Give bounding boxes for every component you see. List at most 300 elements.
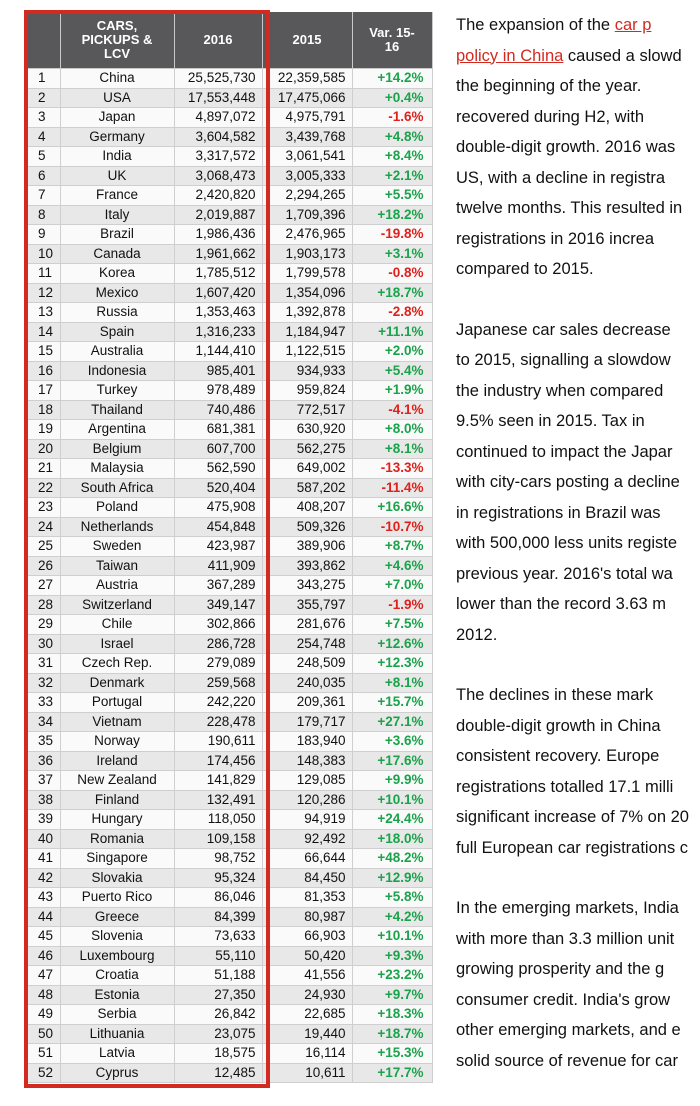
country-cell: Korea — [60, 264, 174, 284]
value-2016-cell: 279,089 — [174, 654, 262, 674]
value-2016-cell: 4,897,072 — [174, 108, 262, 128]
country-cell: Turkey — [60, 381, 174, 401]
rank-cell: 5 — [28, 147, 60, 167]
rank-cell: 14 — [28, 322, 60, 342]
variation-cell: +18.0% — [352, 829, 432, 849]
article-line: the industry when compared — [456, 381, 664, 400]
variation-cell: -1.6% — [352, 108, 432, 128]
rank-cell: 9 — [28, 225, 60, 245]
rank-cell: 51 — [28, 1044, 60, 1064]
value-2015-cell: 355,797 — [262, 595, 352, 615]
article-line: to 2015, signalling a slowdow — [456, 351, 671, 369]
country-cell: South Africa — [60, 478, 174, 498]
article-line: The declines in these mark — [456, 686, 654, 704]
table-row — [28, 537, 432, 557]
value-2015-cell: 94,919 — [262, 810, 352, 830]
table-row — [28, 985, 432, 1005]
country-cell: Italy — [60, 205, 174, 225]
country-cell: Taiwan — [60, 556, 174, 576]
value-2015-cell: 3,005,333 — [262, 166, 352, 186]
variation-cell: +5.8% — [352, 888, 432, 908]
table-row — [28, 829, 432, 849]
article-line: consumer credit. India's grow — [456, 990, 671, 1009]
article-paragraph-1 — [456, 10, 700, 285]
variation-cell: -1.9% — [352, 595, 432, 615]
table-row — [28, 790, 432, 810]
article-text — [456, 10, 700, 1106]
rank-cell: 50 — [28, 1024, 60, 1044]
variation-cell: -4.1% — [352, 400, 432, 420]
variation-cell: +3.1% — [352, 244, 432, 264]
rank-cell: 1 — [28, 69, 60, 89]
country-cell: UK — [60, 166, 174, 186]
value-2016-cell: 17,553,448 — [174, 88, 262, 108]
rank-cell: 13 — [28, 303, 60, 323]
country-cell: Denmark — [60, 673, 174, 693]
table-row — [28, 693, 432, 713]
rank-cell: 7 — [28, 186, 60, 206]
country-cell: Greece — [60, 907, 174, 927]
variation-cell: +12.6% — [352, 634, 432, 654]
rank-cell: 39 — [28, 810, 60, 830]
article-line: In the emerging markets, India — [456, 899, 679, 917]
rank-cell: 15 — [28, 342, 60, 362]
variation-cell: +18.2% — [352, 205, 432, 225]
table-row — [28, 225, 432, 245]
rank-cell: 48 — [28, 985, 60, 1005]
table-row — [28, 849, 432, 869]
table-row — [28, 1063, 432, 1083]
variation-cell: +8.1% — [352, 673, 432, 693]
table-row — [28, 1005, 432, 1025]
country-cell: Norway — [60, 732, 174, 752]
value-2016-cell: 3,317,572 — [174, 147, 262, 167]
article-line: solid source of revenue for car — [456, 1051, 678, 1070]
value-2016-cell: 95,324 — [174, 868, 262, 888]
article-line: other emerging markets, and e — [456, 1021, 681, 1039]
country-cell: France — [60, 186, 174, 206]
value-2016-cell: 12,485 — [174, 1063, 262, 1083]
country-cell: Israel — [60, 634, 174, 654]
table-row — [28, 147, 432, 167]
table-row — [28, 361, 432, 381]
country-cell: Sweden — [60, 537, 174, 557]
value-2015-cell: 240,035 — [262, 673, 352, 693]
value-2016-cell: 2,420,820 — [174, 186, 262, 206]
value-2016-cell: 109,158 — [174, 829, 262, 849]
country-cell: New Zealand — [60, 771, 174, 791]
variation-cell: +17.6% — [352, 751, 432, 771]
article-line: the beginning of the year. — [456, 77, 642, 95]
rank-cell: 44 — [28, 907, 60, 927]
rank-cell: 43 — [28, 888, 60, 908]
table-row — [28, 615, 432, 635]
country-cell: Croatia — [60, 966, 174, 986]
country-cell: Latvia — [60, 1044, 174, 1064]
value-2016-cell: 1,785,512 — [174, 264, 262, 284]
table-row — [28, 420, 432, 440]
rank-cell: 20 — [28, 439, 60, 459]
value-2016-cell: 1,986,436 — [174, 225, 262, 245]
header-2016: 2016 — [174, 12, 262, 69]
rank-cell: 41 — [28, 849, 60, 869]
country-cell: Argentina — [60, 420, 174, 440]
value-2015-cell: 934,933 — [262, 361, 352, 381]
header-category: CARS, PICKUPS & LCV — [60, 12, 174, 69]
variation-cell: +9.7% — [352, 985, 432, 1005]
article-line: consistent recovery. Europe — [456, 747, 660, 765]
article-paragraph-3 — [456, 680, 700, 863]
variation-cell: +23.2% — [352, 966, 432, 986]
variation-cell: +4.6% — [352, 556, 432, 576]
variation-cell: +15.7% — [352, 693, 432, 713]
value-2015-cell: 24,930 — [262, 985, 352, 1005]
country-cell: Indonesia — [60, 361, 174, 381]
table-row — [28, 303, 432, 323]
value-2016-cell: 190,611 — [174, 732, 262, 752]
rank-cell: 29 — [28, 615, 60, 635]
variation-cell: +2.1% — [352, 166, 432, 186]
rank-cell: 30 — [28, 634, 60, 654]
article-text-fragment: caused a slowd — [563, 46, 682, 65]
country-cell: Romania — [60, 829, 174, 849]
value-2015-cell: 959,824 — [262, 381, 352, 401]
value-2016-cell: 1,961,662 — [174, 244, 262, 264]
table-row — [28, 166, 432, 186]
rank-cell: 47 — [28, 966, 60, 986]
article-line: growing prosperity and the g — [456, 960, 665, 978]
variation-cell: +16.6% — [352, 498, 432, 518]
country-cell: Spain — [60, 322, 174, 342]
variation-cell: +12.9% — [352, 868, 432, 888]
value-2015-cell: 80,987 — [262, 907, 352, 927]
variation-cell: +2.0% — [352, 342, 432, 362]
value-2015-cell: 19,440 — [262, 1024, 352, 1044]
variation-cell: +18.3% — [352, 1005, 432, 1025]
table-row — [28, 556, 432, 576]
country-cell: Germany — [60, 127, 174, 147]
country-cell: Thailand — [60, 400, 174, 420]
country-cell: China — [60, 69, 174, 89]
article-line: Japanese car sales decrease — [456, 320, 671, 339]
rank-cell: 46 — [28, 946, 60, 966]
value-2015-cell: 183,940 — [262, 732, 352, 752]
table-row — [28, 946, 432, 966]
table-row — [28, 1024, 432, 1044]
value-2016-cell: 3,068,473 — [174, 166, 262, 186]
article-line — [456, 10, 700, 41]
value-2016-cell: 985,401 — [174, 361, 262, 381]
value-2015-cell: 649,002 — [262, 459, 352, 479]
variation-cell: -19.8% — [352, 225, 432, 245]
country-cell: Netherlands — [60, 517, 174, 537]
rank-cell: 28 — [28, 595, 60, 615]
country-cell: USA — [60, 88, 174, 108]
value-2016-cell: 23,075 — [174, 1024, 262, 1044]
value-2016-cell: 1,316,233 — [174, 322, 262, 342]
article-line: with 500,000 less units registe — [456, 534, 678, 552]
rank-cell: 17 — [28, 381, 60, 401]
article-line — [456, 41, 700, 72]
value-2015-cell: 1,184,947 — [262, 322, 352, 342]
country-cell: Switzerland — [60, 595, 174, 615]
value-2015-cell: 1,799,578 — [262, 264, 352, 284]
rank-cell: 4 — [28, 127, 60, 147]
value-2015-cell: 248,509 — [262, 654, 352, 674]
value-2015-cell: 50,420 — [262, 946, 352, 966]
country-cell: India — [60, 147, 174, 167]
table-row — [28, 771, 432, 791]
variation-cell: +5.4% — [352, 361, 432, 381]
variation-cell: +18.7% — [352, 283, 432, 303]
country-cell: Poland — [60, 498, 174, 518]
variation-cell: +18.7% — [352, 1024, 432, 1044]
rank-cell: 16 — [28, 361, 60, 381]
article-line: with city-cars posting a decline — [456, 473, 680, 491]
value-2016-cell: 26,842 — [174, 1005, 262, 1025]
value-2016-cell: 740,486 — [174, 400, 262, 420]
value-2016-cell: 141,829 — [174, 771, 262, 791]
table-row — [28, 381, 432, 401]
rank-cell: 38 — [28, 790, 60, 810]
country-cell: Singapore — [60, 849, 174, 869]
country-cell: Finland — [60, 790, 174, 810]
table-row — [28, 186, 432, 206]
value-2016-cell: 1,607,420 — [174, 283, 262, 303]
country-cell: Mexico — [60, 283, 174, 303]
value-2016-cell: 98,752 — [174, 849, 262, 869]
article-line: double-digit growth. 2016 was — [456, 138, 676, 156]
country-cell: Hungary — [60, 810, 174, 830]
country-cell: Malaysia — [60, 459, 174, 479]
table-row — [28, 712, 432, 732]
variation-cell: +14.2% — [352, 69, 432, 89]
rank-cell: 35 — [28, 732, 60, 752]
variation-cell: +48.2% — [352, 849, 432, 869]
country-cell: Serbia — [60, 1005, 174, 1025]
value-2015-cell: 66,644 — [262, 849, 352, 869]
table-row — [28, 283, 432, 303]
country-cell: Slovenia — [60, 927, 174, 947]
variation-cell: +4.8% — [352, 127, 432, 147]
car-policy-link-cont[interactable]: policy in China — [456, 46, 564, 65]
header-2015: 2015 — [262, 12, 352, 69]
table-row — [28, 439, 432, 459]
country-cell: Slovakia — [60, 868, 174, 888]
value-2016-cell: 1,353,463 — [174, 303, 262, 323]
variation-cell: +10.1% — [352, 927, 432, 947]
table-row — [28, 966, 432, 986]
value-2015-cell: 1,122,515 — [262, 342, 352, 362]
table-row — [28, 595, 432, 615]
rank-cell: 49 — [28, 1005, 60, 1025]
variation-cell: +8.4% — [352, 147, 432, 167]
country-cell: Portugal — [60, 693, 174, 713]
value-2015-cell: 120,286 — [262, 790, 352, 810]
variation-cell: +7.0% — [352, 576, 432, 596]
value-2016-cell: 681,381 — [174, 420, 262, 440]
table-row — [28, 108, 432, 128]
variation-cell: +0.4% — [352, 88, 432, 108]
value-2015-cell: 4,975,791 — [262, 108, 352, 128]
value-2015-cell: 3,439,768 — [262, 127, 352, 147]
rank-cell: 34 — [28, 712, 60, 732]
value-2015-cell: 22,685 — [262, 1005, 352, 1025]
table-row — [28, 1044, 432, 1064]
value-2016-cell: 86,046 — [174, 888, 262, 908]
value-2016-cell: 242,220 — [174, 693, 262, 713]
rank-cell: 2 — [28, 88, 60, 108]
country-cell: Ireland — [60, 751, 174, 771]
rank-cell: 40 — [28, 829, 60, 849]
variation-cell: -0.8% — [352, 264, 432, 284]
value-2015-cell: 148,383 — [262, 751, 352, 771]
article-line: lower than the record 3.63 m — [456, 595, 667, 613]
country-cell: Estonia — [60, 985, 174, 1005]
article-text-fragment: The expansion of the — [456, 16, 615, 34]
registrations-table — [28, 12, 433, 1083]
value-2015-cell: 66,903 — [262, 927, 352, 947]
value-2015-cell: 3,061,541 — [262, 147, 352, 167]
variation-cell: +4.2% — [352, 907, 432, 927]
value-2015-cell: 1,903,173 — [262, 244, 352, 264]
rank-cell: 32 — [28, 673, 60, 693]
rank-cell: 21 — [28, 459, 60, 479]
table-row — [28, 810, 432, 830]
country-cell: Lithuania — [60, 1024, 174, 1044]
rank-cell: 31 — [28, 654, 60, 674]
value-2015-cell: 1,392,878 — [262, 303, 352, 323]
rank-cell: 33 — [28, 693, 60, 713]
value-2016-cell: 520,404 — [174, 478, 262, 498]
rank-cell: 27 — [28, 576, 60, 596]
value-2016-cell: 228,478 — [174, 712, 262, 732]
table-row — [28, 478, 432, 498]
country-cell: Canada — [60, 244, 174, 264]
header-variation: Var. 15-16 — [352, 12, 432, 69]
table-row — [28, 517, 432, 537]
value-2015-cell: 1,709,396 — [262, 205, 352, 225]
variation-cell: +15.3% — [352, 1044, 432, 1064]
variation-cell: +27.1% — [352, 712, 432, 732]
variation-cell: +3.6% — [352, 732, 432, 752]
article-line: compared to 2015. — [456, 260, 594, 278]
value-2016-cell: 302,866 — [174, 615, 262, 635]
country-cell: Austria — [60, 576, 174, 596]
variation-cell: +8.7% — [352, 537, 432, 557]
table-header-row — [28, 12, 432, 69]
value-2015-cell: 254,748 — [262, 634, 352, 654]
value-2016-cell: 259,568 — [174, 673, 262, 693]
value-2015-cell: 393,862 — [262, 556, 352, 576]
value-2016-cell: 118,050 — [174, 810, 262, 830]
value-2015-cell: 129,085 — [262, 771, 352, 791]
value-2015-cell: 281,676 — [262, 615, 352, 635]
value-2015-cell: 630,920 — [262, 420, 352, 440]
article-line: in registrations in Brazil was — [456, 503, 661, 522]
country-cell: Czech Rep. — [60, 654, 174, 674]
value-2015-cell: 772,517 — [262, 400, 352, 420]
article-line: 9.5% seen in 2015. Tax in — [456, 412, 645, 430]
variation-cell: -10.7% — [352, 517, 432, 537]
country-cell: Luxembourg — [60, 946, 174, 966]
country-cell: Vietnam — [60, 712, 174, 732]
car-policy-link[interactable]: car p — [614, 16, 652, 34]
article-line: registrations totalled 17.1 milli — [456, 777, 674, 796]
article-line: continued to impact the Japar — [456, 442, 673, 461]
country-cell: Cyprus — [60, 1063, 174, 1083]
value-2015-cell: 389,906 — [262, 537, 352, 557]
value-2015-cell: 16,114 — [262, 1044, 352, 1064]
table-row — [28, 342, 432, 362]
value-2015-cell: 209,361 — [262, 693, 352, 713]
value-2015-cell: 41,556 — [262, 966, 352, 986]
variation-cell: +17.7% — [352, 1063, 432, 1083]
value-2016-cell: 18,575 — [174, 1044, 262, 1064]
table-row — [28, 576, 432, 596]
rank-cell: 45 — [28, 927, 60, 947]
country-cell: Puerto Rico — [60, 888, 174, 908]
header-rank — [28, 12, 60, 69]
value-2015-cell: 2,476,965 — [262, 225, 352, 245]
value-2015-cell: 92,492 — [262, 829, 352, 849]
value-2015-cell: 509,326 — [262, 517, 352, 537]
table-row — [28, 751, 432, 771]
rank-cell: 6 — [28, 166, 60, 186]
table-row — [28, 673, 432, 693]
value-2015-cell: 179,717 — [262, 712, 352, 732]
value-2016-cell: 25,525,730 — [174, 69, 262, 89]
value-2016-cell: 2,019,887 — [174, 205, 262, 225]
variation-cell: +8.0% — [352, 420, 432, 440]
value-2015-cell: 2,294,265 — [262, 186, 352, 206]
variation-cell: -11.4% — [352, 478, 432, 498]
variation-cell: +5.5% — [352, 186, 432, 206]
value-2015-cell: 343,275 — [262, 576, 352, 596]
value-2016-cell: 349,147 — [174, 595, 262, 615]
value-2016-cell: 51,188 — [174, 966, 262, 986]
value-2015-cell: 22,359,585 — [262, 69, 352, 89]
rank-cell: 22 — [28, 478, 60, 498]
table-row — [28, 888, 432, 908]
rank-cell: 36 — [28, 751, 60, 771]
rank-cell: 42 — [28, 868, 60, 888]
article-line: full European car registrations c — [456, 838, 689, 857]
article-line: with more than 3.3 million unit — [456, 929, 675, 948]
country-cell: Australia — [60, 342, 174, 362]
rank-cell: 24 — [28, 517, 60, 537]
table-row — [28, 205, 432, 225]
rank-cell: 19 — [28, 420, 60, 440]
table-row — [28, 459, 432, 479]
variation-cell: +12.3% — [352, 654, 432, 674]
rank-cell: 23 — [28, 498, 60, 518]
table-row — [28, 868, 432, 888]
table-row — [28, 732, 432, 752]
value-2016-cell: 73,633 — [174, 927, 262, 947]
table-row — [28, 127, 432, 147]
value-2015-cell: 1,354,096 — [262, 283, 352, 303]
article-line: significant increase of 7% on 20 — [456, 808, 689, 826]
variation-cell: +9.9% — [352, 771, 432, 791]
country-cell: Japan — [60, 108, 174, 128]
table-row — [28, 264, 432, 284]
value-2016-cell: 607,700 — [174, 439, 262, 459]
table-row — [28, 907, 432, 927]
rank-cell: 25 — [28, 537, 60, 557]
rank-cell: 8 — [28, 205, 60, 225]
rank-cell: 26 — [28, 556, 60, 576]
